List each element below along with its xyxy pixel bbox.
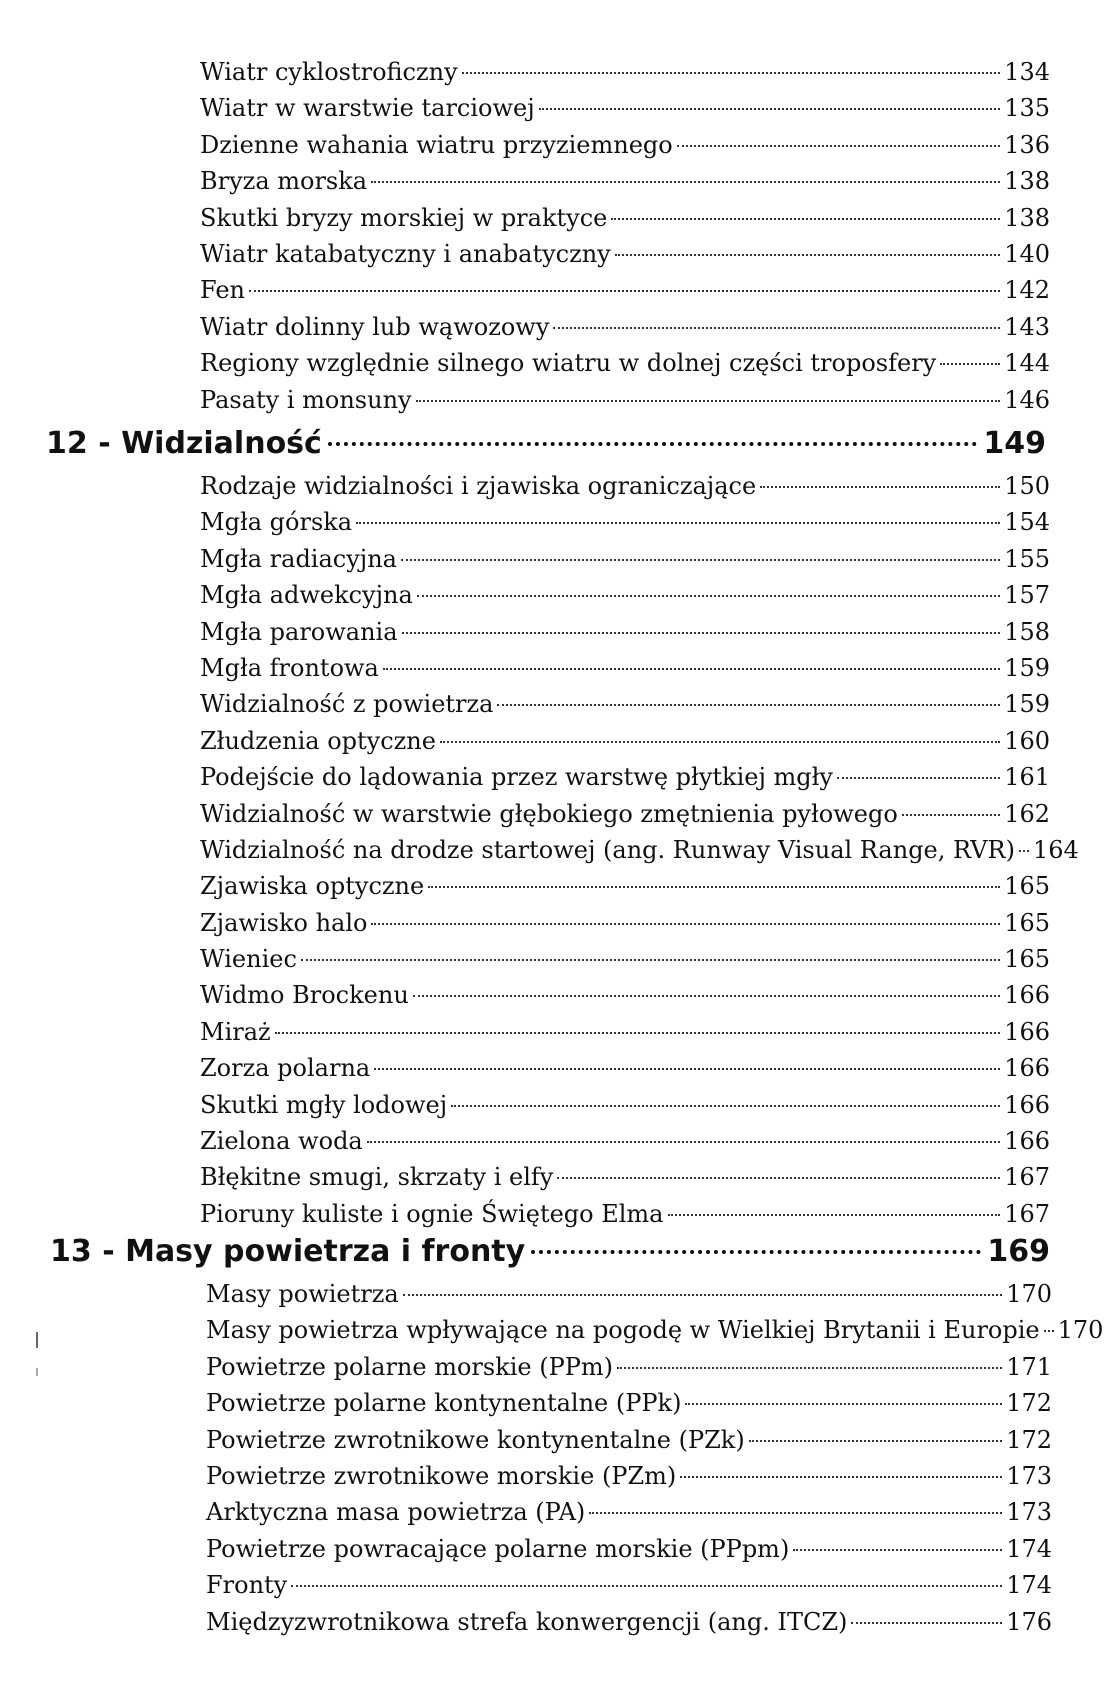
toc-entry-title: Międzyzwrotnikowa strefa konwergencji (ang. ITCZ) xyxy=(206,1607,848,1636)
dot-leader xyxy=(328,442,978,446)
toc-entry-page: 164 xyxy=(1033,835,1079,864)
dot-leader xyxy=(1019,850,1029,852)
toc-entry xyxy=(206,1385,1052,1421)
toc-entry-title: Widzialność w warstwie głębokiego zmętnienia pyłowego xyxy=(200,799,898,828)
dot-leader xyxy=(371,923,1000,925)
dot-leader xyxy=(685,1403,1002,1405)
toc-entry-page: 146 xyxy=(1004,385,1050,414)
dot-leader xyxy=(539,108,1001,110)
toc-entry-title: Regiony względnie silnego wiatru w dolnej części troposfery xyxy=(200,349,937,378)
toc-entry-page: 165 xyxy=(1004,872,1050,901)
toc-entry-title: Masy powietrza wpływające na pogodę w Wielkiej Brytanii i Europie xyxy=(206,1316,1040,1345)
dot-leader xyxy=(760,486,1000,488)
toc-entry xyxy=(206,1458,1052,1494)
toc-entry-page: 157 xyxy=(1004,581,1050,610)
toc-entry-page: 166 xyxy=(1004,1054,1050,1083)
toc-entry-title: Mgła frontowa xyxy=(200,653,379,682)
toc-entry-page: 155 xyxy=(1004,544,1050,573)
dot-leader xyxy=(497,704,1000,706)
toc-section-chapter-13 xyxy=(206,1276,1104,1640)
toc-entry xyxy=(200,1087,1050,1123)
dot-leader xyxy=(940,363,1000,365)
toc-entry-page: 154 xyxy=(1004,508,1050,537)
toc-section-chapter-12 xyxy=(200,468,1079,1232)
dot-leader xyxy=(589,1512,1002,1514)
toc-entry-title: Powietrze polarne morskie (PPm) xyxy=(206,1352,614,1381)
dot-leader xyxy=(680,1476,1002,1478)
toc-entry-title: Widzialność na drodze startowej (ang. Runway Visual Range, RVR) xyxy=(200,835,1015,864)
toc-entry-page: 162 xyxy=(1004,799,1050,828)
chapter-heading xyxy=(46,424,1046,464)
toc-entry-title: Mgła adwekcyjna xyxy=(200,581,413,610)
toc-entry-page: 165 xyxy=(1004,945,1050,974)
dot-leader xyxy=(417,595,1000,597)
toc-entry xyxy=(200,796,1050,832)
toc-entry-title: Błękitne smugi, skrzaty i elfy xyxy=(200,1163,554,1192)
toc-entry-page: 159 xyxy=(1004,690,1050,719)
toc-entry xyxy=(206,1494,1052,1530)
dot-leader xyxy=(557,1177,1000,1179)
toc-entry-title: Pioruny kuliste i ognie Świętego Elma xyxy=(200,1199,664,1228)
toc-entry xyxy=(200,90,1050,126)
toc-entry xyxy=(200,163,1050,199)
toc-entry xyxy=(206,1531,1052,1567)
toc-entry xyxy=(206,1567,1052,1603)
toc-entry xyxy=(200,832,1079,868)
toc-entry-page: 140 xyxy=(1004,239,1050,268)
toc-entry-page: 161 xyxy=(1004,763,1050,792)
chapter-page: 149 xyxy=(983,426,1046,461)
toc-entry-title: Miraż xyxy=(200,1017,271,1046)
toc-entry xyxy=(200,54,1050,90)
toc-entry xyxy=(200,614,1050,650)
dot-leader xyxy=(301,959,1000,961)
toc-entry-page: 171 xyxy=(1006,1352,1052,1381)
toc-entry-title: Powietrze polarne kontynentalne (PPk) xyxy=(206,1389,682,1418)
chapter-page: 169 xyxy=(987,1234,1050,1269)
toc-entry xyxy=(200,905,1050,941)
chapter-heading xyxy=(50,1232,1050,1272)
toc-entry-title: Zorza polarna xyxy=(200,1054,371,1083)
dot-leader xyxy=(402,632,1001,634)
dot-leader xyxy=(249,290,1000,292)
dot-leader xyxy=(793,1549,1002,1551)
dot-leader xyxy=(902,814,1000,816)
toc-entry-title: Zielona woda xyxy=(200,1127,363,1156)
dot-leader xyxy=(451,1105,1000,1107)
dot-leader xyxy=(615,254,1000,256)
toc-entry-title: Mgła górska xyxy=(200,508,353,537)
toc-entry-page: 158 xyxy=(1004,617,1050,646)
toc-entry xyxy=(200,309,1050,345)
dot-leader xyxy=(374,1068,1000,1070)
toc-entry-title: Fronty xyxy=(206,1571,288,1600)
dot-leader xyxy=(403,1294,1002,1296)
toc-entry-page: 135 xyxy=(1004,94,1050,123)
toc-entry-page: 142 xyxy=(1004,276,1050,305)
toc-entry xyxy=(200,200,1050,236)
toc-entry-title: Powietrze powracające polarne morskie (PPpm) xyxy=(206,1534,790,1563)
toc-entry-page: 166 xyxy=(1004,1127,1050,1156)
toc-entry-title: Skutki bryzy morskiej w praktyce xyxy=(200,203,608,232)
dot-leader xyxy=(413,995,1000,997)
toc-entry xyxy=(200,977,1050,1013)
toc-entry xyxy=(200,650,1050,686)
toc-entry-page: 172 xyxy=(1006,1389,1052,1418)
dot-leader xyxy=(462,72,1001,74)
toc-entry-page: 170 xyxy=(1006,1280,1052,1308)
toc-entry-title: Widzialność z powietrza xyxy=(200,690,494,719)
toc-entry xyxy=(206,1604,1052,1640)
dot-leader xyxy=(440,741,1000,743)
toc-entry-title: Wiatr dolinny lub wąwozowy xyxy=(200,312,550,341)
dot-leader xyxy=(617,1367,1002,1369)
dot-leader xyxy=(611,218,1000,220)
toc-entry xyxy=(200,941,1050,977)
toc-entry xyxy=(200,127,1050,163)
toc-entry-title: Rodzaje widzialności i zjawiska ograniczające xyxy=(200,472,757,500)
toc-entry-title: Mgła radiacyjna xyxy=(200,544,397,573)
toc-entry xyxy=(200,345,1050,381)
toc-entry-page: 166 xyxy=(1004,1090,1050,1119)
toc-entry xyxy=(200,1050,1050,1086)
toc-entry xyxy=(206,1276,1052,1312)
dot-leader xyxy=(553,327,1000,329)
toc-entry-page: 173 xyxy=(1006,1498,1052,1527)
toc-entry-page: 165 xyxy=(1004,908,1050,937)
dot-leader xyxy=(1044,1330,1054,1332)
toc-entry xyxy=(200,723,1050,759)
dot-leader xyxy=(416,400,1001,402)
toc-entry xyxy=(200,1123,1050,1159)
scan-margin-mark xyxy=(36,1332,38,1348)
toc-entry-page: 174 xyxy=(1006,1571,1052,1600)
toc-entry xyxy=(206,1349,1052,1385)
toc-entry-page: 136 xyxy=(1004,130,1050,159)
toc-entry-page: 167 xyxy=(1004,1199,1050,1228)
dot-leader xyxy=(851,1622,1002,1624)
chapter-title: 13 - Masy powietrza i fronty xyxy=(50,1234,526,1269)
toc-section-top xyxy=(200,54,1050,418)
toc-entry xyxy=(200,541,1050,577)
toc-entry-page: 138 xyxy=(1004,167,1050,196)
toc-entry-title: Zjawiska optyczne xyxy=(200,872,425,901)
scan-margin-mark xyxy=(36,1368,38,1376)
dot-leader xyxy=(367,1141,1000,1143)
toc-entry xyxy=(200,1014,1050,1050)
toc-entry xyxy=(200,272,1050,308)
toc-entry-title: Dzienne wahania wiatru przyziemnego xyxy=(200,130,673,159)
toc-entry-page: 166 xyxy=(1004,981,1050,1010)
toc-entry xyxy=(206,1422,1052,1458)
toc-entry-title: Skutki mgły lodowej xyxy=(200,1090,448,1119)
toc-entry xyxy=(200,686,1050,722)
toc-entry-title: Bryza morska xyxy=(200,167,368,196)
toc-entry-title: Wiatr w warstwie tarciowej xyxy=(200,94,535,123)
toc-entry-page: 167 xyxy=(1004,1163,1050,1192)
dot-leader xyxy=(749,1440,1003,1442)
toc-entry-page: 134 xyxy=(1004,58,1050,86)
toc-entry xyxy=(200,868,1050,904)
dot-leader xyxy=(837,777,1000,779)
toc-entry-title: Fen xyxy=(200,276,245,305)
toc-entry xyxy=(206,1312,1104,1348)
toc-entry xyxy=(200,1196,1050,1232)
toc-entry xyxy=(200,382,1050,418)
toc-entry xyxy=(200,1159,1050,1195)
chapter-title: 12 - Widzialność xyxy=(46,426,322,461)
dot-leader xyxy=(428,886,1000,888)
dot-leader xyxy=(356,522,1000,524)
toc-entry xyxy=(200,236,1050,272)
toc-entry-page: 176 xyxy=(1006,1607,1052,1636)
toc-entry-page: 150 xyxy=(1004,472,1050,500)
dot-leader xyxy=(677,145,1000,147)
toc-entry-title: Widmo Brockenu xyxy=(200,981,409,1010)
toc-entry-page: 138 xyxy=(1004,203,1050,232)
toc-entry-page: 166 xyxy=(1004,1017,1050,1046)
toc-entry-title: Arktyczna masa powietrza (PA) xyxy=(206,1498,586,1527)
dot-leader xyxy=(668,1214,1001,1216)
toc-entry-title: Masy powietrza xyxy=(206,1280,399,1308)
dot-leader xyxy=(275,1032,1001,1034)
toc-entry xyxy=(200,468,1050,504)
dot-leader xyxy=(291,1585,1002,1587)
toc-entry-title: Powietrze zwrotnikowe kontynentalne (PZk) xyxy=(206,1425,745,1454)
dot-leader xyxy=(401,559,1000,561)
toc-entry xyxy=(200,759,1050,795)
dot-leader xyxy=(383,668,1000,670)
toc-entry-page: 159 xyxy=(1004,653,1050,682)
toc-entry-title: Wiatr katabatyczny i anabatyczny xyxy=(200,239,611,268)
toc-entry-title: Podejście do lądowania przez warstwę płytkiej mgły xyxy=(200,763,833,792)
toc-entry-title: Zjawisko halo xyxy=(200,908,368,937)
dot-leader xyxy=(531,1250,981,1254)
toc-entry-page: 160 xyxy=(1004,726,1050,755)
toc-entry-page: 144 xyxy=(1004,349,1050,378)
toc-entry-title: Pasaty i monsuny xyxy=(200,385,412,414)
toc-entry-page: 170 xyxy=(1057,1316,1104,1345)
dot-leader xyxy=(371,181,1000,183)
toc-entry-title: Mgła parowania xyxy=(200,617,398,646)
toc-entry-page: 143 xyxy=(1004,312,1050,341)
toc-entry-page: 173 xyxy=(1006,1461,1052,1490)
toc-entry-page: 174 xyxy=(1006,1534,1052,1563)
toc-entry-page: 172 xyxy=(1006,1425,1052,1454)
toc-entry xyxy=(200,577,1050,613)
toc-entry-title: Wiatr cyklostroficzny xyxy=(200,58,458,86)
toc-entry-title: Wieniec xyxy=(200,945,297,974)
toc-entry-title: Powietrze zwrotnikowe morskie (PZm) xyxy=(206,1461,677,1490)
toc-entry xyxy=(200,504,1050,540)
toc-entry-title: Złudzenia optyczne xyxy=(200,726,436,755)
